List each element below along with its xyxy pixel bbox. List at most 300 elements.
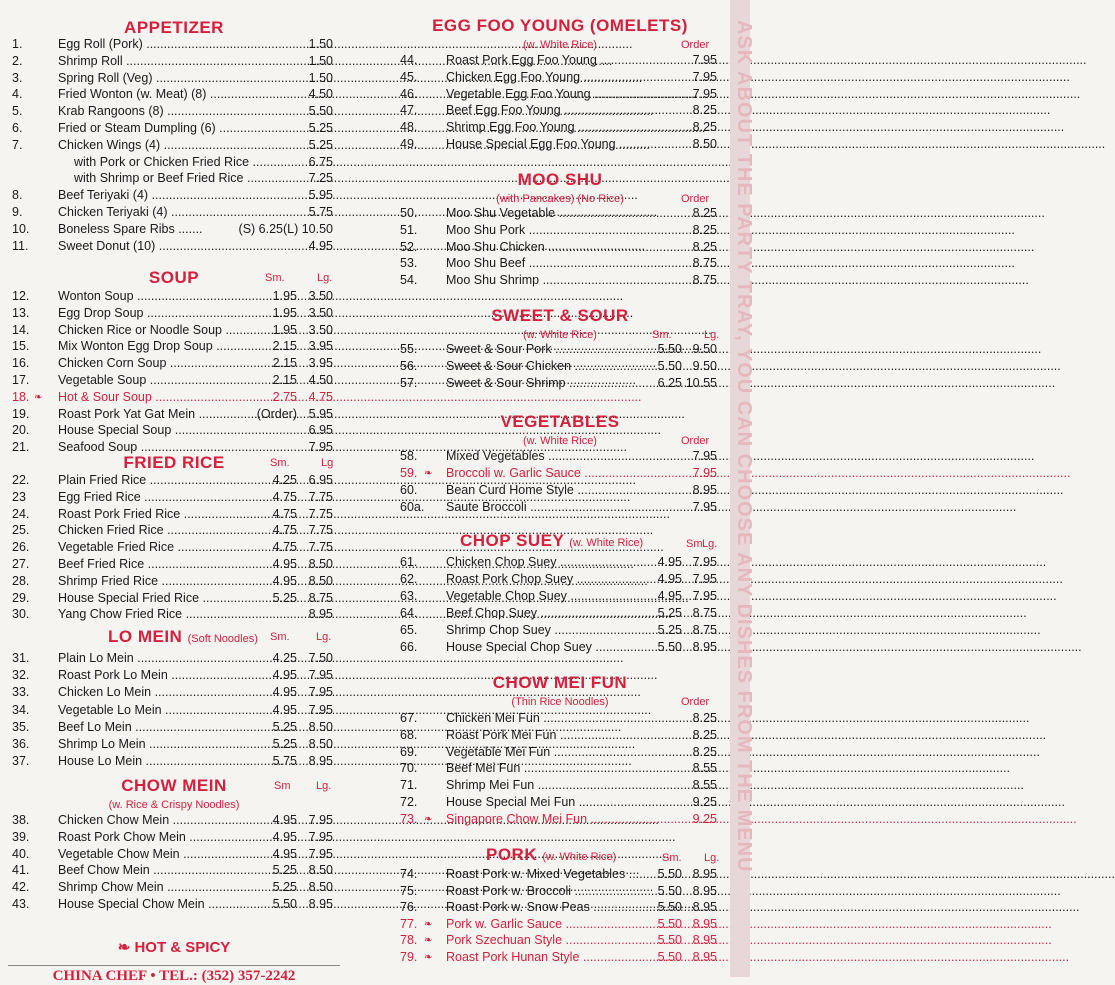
pepper-icon: ❧ xyxy=(424,468,433,479)
section-title-text: APPETIZER xyxy=(124,18,224,37)
price-small: 5.50 xyxy=(657,359,682,374)
menu-item xyxy=(396,727,724,744)
item-name: Broccoli w. Garlic Sauce ..... xyxy=(446,465,684,482)
item-name: Chicken Chow Mein ..... xyxy=(58,812,263,829)
price-small: 5.25 xyxy=(657,623,682,637)
item-name: Mix Wonton Egg Drop Soup ..... xyxy=(58,338,263,355)
menu-item xyxy=(8,736,340,753)
item-name: Moo Shu Chicken ..... xyxy=(446,239,684,256)
menu-item xyxy=(396,588,724,605)
menu-item xyxy=(396,883,724,900)
item-name: Chicken Chop Suey ..... xyxy=(446,554,658,571)
menu-item xyxy=(396,811,724,828)
menu-item xyxy=(8,489,340,506)
item-number: 77. xyxy=(400,916,418,931)
menu-item xyxy=(396,622,724,639)
price-small: 1.95 xyxy=(272,305,297,320)
item-name: Yang Chow Fried Rice ..... xyxy=(58,606,300,623)
price-column-header: Sm. xyxy=(270,631,290,643)
price-large: 5.95 xyxy=(308,188,333,203)
item-name: Moo Shu Beef ..... xyxy=(446,255,684,272)
menu-item xyxy=(8,187,340,204)
item-number: 38. xyxy=(12,813,30,827)
price-large: 5.50 xyxy=(308,104,333,119)
item-name: House Special Soup ..... xyxy=(58,422,300,439)
item-name: Roast Pork Fried Rice ..... xyxy=(58,506,263,523)
item-number: 19. xyxy=(12,406,30,421)
menu-item xyxy=(8,573,340,590)
item-name: Beef Mei Fun ..... xyxy=(446,760,684,777)
section-subtitle: (w. White Rice) xyxy=(523,39,597,51)
price-column-header: Lg. xyxy=(704,329,720,341)
item-number: 9. xyxy=(12,205,23,219)
price-large: 8.25 xyxy=(692,222,717,237)
price-large: 3.50 xyxy=(308,305,333,320)
price-column-header: Lg. xyxy=(316,631,332,643)
menu-item xyxy=(8,896,340,913)
item-number: 58. xyxy=(400,449,418,463)
item-name: Beef Chow Mein ..... xyxy=(58,862,263,879)
price-large: 8.75 xyxy=(308,590,333,605)
price-column-header: Sm. xyxy=(686,538,706,550)
price-large: 7.95 xyxy=(308,685,333,700)
price-small: 5.75 xyxy=(272,754,297,769)
price-column-header: Sm. xyxy=(652,329,672,341)
item-name: Vegetable Egg Foo Young ..... xyxy=(446,86,684,103)
price-large: 7.95 xyxy=(692,572,717,586)
item-number: 51. xyxy=(400,222,418,237)
menu-item xyxy=(396,272,724,289)
price-large: 8.25 xyxy=(692,206,717,220)
menu-item xyxy=(396,239,724,256)
item-name: Pork Szechuan Style ..... xyxy=(446,932,658,949)
item-number: 41. xyxy=(12,863,30,878)
section-subtitle: (w. Rice & Crispy Noodles) xyxy=(108,799,240,811)
item-name: Moo Shu Vegetable ..... xyxy=(446,205,684,222)
price-large: 8.95 xyxy=(692,950,717,964)
item-number: 50. xyxy=(400,206,418,220)
item-name: Chicken Mei Fun ..... xyxy=(446,710,684,727)
item-name: House Special Mei Fun ..... xyxy=(446,794,684,811)
item-name: Fried Wonton (w. Meat) (8) ..... xyxy=(58,86,300,103)
price-large: 7.95 xyxy=(692,589,717,603)
menu-item xyxy=(8,103,340,120)
price-large: 9.50 xyxy=(692,359,717,374)
side-banner-text: ASK ABOUT THE PARTY TRAY, YOU CAN CHOOSE ANY DISHES FROM THE MENU xyxy=(733,20,755,873)
hot-spicy-label: HOT & SPICY xyxy=(134,939,231,956)
menu-item xyxy=(8,137,340,154)
price-large: 7.95 xyxy=(308,702,333,717)
item-name: House Special Egg Foo Young ..... xyxy=(446,136,684,153)
item-number: 47. xyxy=(400,103,418,118)
item-name: Shrimp Mei Fun ..... xyxy=(446,777,684,794)
item-name: Roast Pork Egg Foo Young ..... xyxy=(446,52,684,69)
price-large: 9.25 xyxy=(692,811,717,826)
price-large: 7.95 xyxy=(692,466,717,480)
item-name: Roast Pork Lo Mein ..... xyxy=(58,667,263,684)
menu-item xyxy=(8,506,340,523)
price-large: 4.50 xyxy=(308,373,333,387)
price-large: 8.95 xyxy=(692,900,717,915)
menu-item xyxy=(396,760,724,777)
price-small: 4.75 xyxy=(272,489,297,504)
menu-item xyxy=(396,866,724,883)
price-large: 8.50 xyxy=(308,863,333,878)
item-number: 75. xyxy=(400,883,418,898)
price-large: 7.25 xyxy=(308,171,333,186)
item-name: Roast Pork w. Snow Peas ..... xyxy=(446,899,658,916)
pepper-icon: ❧ xyxy=(34,391,43,403)
item-number: 35. xyxy=(12,719,30,734)
menu-item xyxy=(8,305,340,322)
item-number: 71. xyxy=(400,778,418,793)
menu-item xyxy=(8,120,340,137)
item-name: Plain Fried Rice ..... xyxy=(58,472,263,489)
item-name: Shrimp Chow Mein ..... xyxy=(58,879,263,896)
menu-item xyxy=(396,86,724,103)
item-name: Roast Pork Hunan Style ..... xyxy=(446,949,658,966)
item-number: 13. xyxy=(12,305,30,320)
price-large: 4.75 xyxy=(308,389,333,404)
menu-item xyxy=(8,522,340,539)
item-name: Spring Roll (Veg) ..... xyxy=(58,70,300,87)
menu-item xyxy=(8,472,340,489)
menu-item xyxy=(8,36,340,53)
price-small: 4.95 xyxy=(272,668,297,683)
price-column-header: Order xyxy=(681,435,710,447)
section-title-fried-rice xyxy=(8,453,340,473)
price-small: 4.95 xyxy=(657,555,682,569)
item-number: 10. xyxy=(12,221,30,236)
item-number: 37. xyxy=(12,754,30,769)
item-name: Singapore Chow Mei Fun ..... xyxy=(446,811,684,828)
price-large: 7.95 xyxy=(692,555,717,569)
price-small: 5.50 xyxy=(657,916,682,931)
price-large: 7.50 xyxy=(308,651,333,665)
item-name: House Special Chow Mein ..... xyxy=(58,896,263,913)
price-large: 4.95 xyxy=(308,238,333,253)
menu-item xyxy=(396,358,724,375)
section-subtitle: (Soft Noodles) xyxy=(187,633,258,645)
item-number: 55. xyxy=(400,342,418,356)
menu-item xyxy=(396,899,724,916)
section-title-egg-foo-young-omelets xyxy=(396,16,724,36)
item-number: 64. xyxy=(400,606,418,620)
hot-spicy-legend xyxy=(8,938,340,956)
price-large: 10.55 xyxy=(685,376,717,391)
item-name: Egg Roll (Pork) ..... xyxy=(58,36,300,53)
menu-item xyxy=(8,355,340,372)
item-number: 24. xyxy=(12,506,30,521)
item-name: Roast Pork Chow Mein ..... xyxy=(58,829,263,846)
price-large: 5.25 xyxy=(308,121,333,135)
price-small: 5.50 xyxy=(657,900,682,915)
price-large: 7.95 xyxy=(308,440,333,455)
price-small: 5.25 xyxy=(272,737,297,751)
price-large: 8.50 xyxy=(308,573,333,588)
price-large: 7.75 xyxy=(308,506,333,521)
price-large: (L) 10.50 xyxy=(282,221,333,236)
price-column-header: Order xyxy=(681,193,710,205)
menu-item xyxy=(396,341,724,358)
price-small: 2.15 xyxy=(272,356,297,371)
item-number: 4. xyxy=(12,87,23,102)
item-name: Mixed Vegetables ..... xyxy=(446,448,684,465)
price-small: 4.95 xyxy=(272,685,297,700)
item-number: 28. xyxy=(12,573,30,588)
price-large: 5.75 xyxy=(308,205,333,219)
price-large: 8.50 xyxy=(308,719,333,734)
section-title-text: SWEET & SOUR xyxy=(491,306,629,325)
menu-item xyxy=(396,794,724,811)
item-number: 62. xyxy=(400,572,418,586)
section-title-appetizer xyxy=(8,18,340,38)
item-name: Chicken Wings (4) ..... xyxy=(58,137,300,154)
price-large: 3.95 xyxy=(308,356,333,371)
price-small: 4.95 xyxy=(272,813,297,827)
price-small: 4.95 xyxy=(272,829,297,844)
price-small: 5.50 xyxy=(657,342,682,356)
price-large: 8.50 xyxy=(308,557,333,571)
section-title-text: SOUP xyxy=(148,268,200,287)
section-title-moo-shu xyxy=(396,170,724,190)
menu-item xyxy=(396,375,724,392)
price-large: 4.50 xyxy=(308,87,333,102)
item-name: Krab Rangoons (8) ..... xyxy=(58,103,300,120)
menu-item xyxy=(396,710,724,727)
item-number: 53. xyxy=(400,256,418,271)
price-large: 8.55 xyxy=(692,778,717,793)
price-large: 9.50 xyxy=(692,342,717,356)
item-name: Hot & Sour Soup ..... xyxy=(58,389,263,406)
item-name: Moo Shu Shrimp ..... xyxy=(446,272,684,289)
price-large: 1.50 xyxy=(308,53,333,68)
item-number: 44. xyxy=(400,53,418,67)
section-subtitle: (w. White Rice) xyxy=(569,537,644,549)
item-name: Roast Pork Mei Fun ..... xyxy=(446,727,684,744)
price-small: 2.15 xyxy=(272,373,297,387)
price-small: 4.95 xyxy=(272,846,297,861)
item-name: Vegetable Chop Suey ..... xyxy=(446,588,658,605)
item-name: Moo Shu Pork ..... xyxy=(446,222,684,239)
item-number: 40. xyxy=(12,846,30,861)
menu-item xyxy=(396,136,724,153)
menu-item xyxy=(8,322,340,339)
price-column-header: Sm. xyxy=(265,272,285,284)
item-name: Boneless Spare Ribs ..... xyxy=(58,221,208,238)
item-number: 17. xyxy=(12,373,30,387)
price-large: 8.75 xyxy=(692,273,717,288)
item-number: 74. xyxy=(400,867,418,881)
menu-item xyxy=(8,204,340,221)
price-large: 8.25 xyxy=(692,744,717,759)
menu-item xyxy=(8,288,340,305)
menu-item xyxy=(8,422,340,439)
price-small: 5.25 xyxy=(272,880,297,895)
footer-divider xyxy=(8,965,340,966)
item-name: Shrimp Fried Rice ..... xyxy=(58,573,263,590)
menu-item xyxy=(8,812,340,829)
price-large: 7.75 xyxy=(308,523,333,538)
menu-item xyxy=(8,221,340,238)
item-number: 52. xyxy=(400,239,418,254)
section-title-text: LO MEIN xyxy=(108,627,183,646)
section-title-text: CHOW MEIN xyxy=(121,776,227,795)
price-small: 5.25 xyxy=(272,719,297,734)
price-large: 6.95 xyxy=(308,473,333,487)
item-name: Wonton Soup ..... xyxy=(58,288,263,305)
section-title-text: CHOP SUEY xyxy=(460,531,565,550)
price-column-header: Lg. xyxy=(702,538,718,550)
item-name: Roast Pork w. Broccoli ..... xyxy=(446,883,658,900)
item-number: 67. xyxy=(400,711,418,725)
item-number: 16. xyxy=(12,356,30,371)
restaurant-contact: CHINA CHEF • TEL.: (352) 357-2242 xyxy=(52,968,296,984)
price-small: 1.95 xyxy=(272,289,297,303)
price-column-header: Sm. xyxy=(270,457,290,469)
menu-item xyxy=(396,639,724,656)
menu-item xyxy=(8,702,340,719)
item-name: Roast Pork Yat Gat Mein ..... xyxy=(58,406,263,423)
menu-item xyxy=(8,154,340,171)
menu-item xyxy=(8,606,340,623)
menu-item xyxy=(8,539,340,556)
item-name: Shrimp Egg Foo Young ..... xyxy=(446,119,684,136)
item-number: 32. xyxy=(12,668,30,683)
price-small: 1.95 xyxy=(272,322,297,337)
item-name: Egg Drop Soup ..... xyxy=(58,305,263,322)
price-large: 3.50 xyxy=(308,289,333,303)
section-subtitle: (w. White Rice) xyxy=(523,329,597,341)
price-column-header: Order xyxy=(681,696,710,708)
menu-item xyxy=(396,52,724,69)
item-number: 54. xyxy=(400,273,418,288)
item-name: House Lo Mein ..... xyxy=(58,753,263,770)
price-large: 8.95 xyxy=(692,867,717,881)
section-subtitle: (with Pancakes) (No Rice) xyxy=(496,193,624,205)
price-large: 3.95 xyxy=(308,339,333,354)
menu-item xyxy=(396,744,724,761)
side-banner xyxy=(730,0,755,977)
price-large: 8.50 xyxy=(308,737,333,751)
menu-item xyxy=(8,829,340,846)
price-column-header: Lg xyxy=(321,457,334,469)
pepper-icon: ❧ xyxy=(424,918,433,930)
pepper-icon: ❧ xyxy=(424,935,433,947)
pepper-icon: ❧ xyxy=(117,939,131,956)
menu-item xyxy=(396,916,724,933)
item-name: Beef Lo Mein ..... xyxy=(58,719,263,736)
item-name: Egg Fried Rice ..... xyxy=(58,489,263,506)
menu-item xyxy=(396,102,724,119)
price-large: 7.95 xyxy=(692,69,717,84)
price-small: 5.25 xyxy=(272,863,297,878)
menu-item xyxy=(396,119,724,136)
price-small: 4.75 xyxy=(272,523,297,538)
item-number: 33. xyxy=(12,685,30,700)
item-number: 63. xyxy=(400,589,418,603)
menu-item xyxy=(8,53,340,70)
item-number: 42. xyxy=(12,880,30,895)
price-large: 3.50 xyxy=(308,322,333,337)
item-number: 45. xyxy=(400,69,418,84)
item-name: Beef Chop Suey ..... xyxy=(446,605,658,622)
section-title-soup xyxy=(8,268,340,288)
section-title-text: MOO SHU xyxy=(517,170,603,189)
menu-item xyxy=(8,556,340,573)
price-large: 7.75 xyxy=(308,540,333,555)
item-name: Fried or Steam Dumpling (6) ..... xyxy=(58,120,300,137)
item-number: 65. xyxy=(400,623,418,637)
item-number: 79. xyxy=(400,950,418,964)
price-large: 7.95 xyxy=(692,86,717,101)
menu-item xyxy=(8,86,340,103)
price-column-header: Sm xyxy=(274,780,291,792)
item-name: House Special Fried Rice ..... xyxy=(58,590,263,607)
item-number: 46. xyxy=(400,86,418,101)
price-column-header: Lg. xyxy=(316,780,332,792)
price-small: 4.95 xyxy=(272,702,297,717)
price-large: 6.95 xyxy=(308,423,333,438)
restaurant-phone: TEL.: (352) 357-2242 xyxy=(159,968,296,984)
menu-item xyxy=(8,238,340,255)
item-number: 21. xyxy=(12,440,30,455)
item-number: 27. xyxy=(12,557,30,571)
section-title-chow-mei-fun xyxy=(396,673,724,693)
price-large: 8.95 xyxy=(308,754,333,769)
item-name: Roast Pork w. Mixed Vegetables ..... xyxy=(446,866,658,883)
item-number: 30. xyxy=(12,607,30,622)
item-number: 48. xyxy=(400,120,418,135)
price-large: 6.75 xyxy=(308,154,333,169)
price-large: 8.75 xyxy=(692,256,717,271)
menu-item xyxy=(8,590,340,607)
item-number: 6. xyxy=(12,121,23,135)
price-large: 8.75 xyxy=(692,606,717,620)
item-number: 8. xyxy=(12,188,23,203)
item-number: 18. xyxy=(12,389,30,404)
section-title-text: PORK xyxy=(486,845,538,864)
item-number: 60a. xyxy=(400,500,425,514)
price-large: 5.95 xyxy=(308,406,333,421)
price-large: 9.25 xyxy=(692,795,717,809)
price-large: 8.95 xyxy=(692,483,717,497)
menu-item xyxy=(396,932,724,949)
section-subtitle: (w. White Rice) xyxy=(523,435,597,447)
price-small: 4.95 xyxy=(272,557,297,571)
item-number: 15. xyxy=(12,339,30,354)
menu-item xyxy=(8,667,340,684)
item-number: 70. xyxy=(400,761,418,776)
menu-item xyxy=(396,69,724,86)
section-title-text: EGG FOO YOUNG (OMELETS) xyxy=(432,16,688,35)
item-number: 68. xyxy=(400,727,418,742)
item-number: 22. xyxy=(12,473,30,487)
price-small: 2.15 xyxy=(272,339,297,354)
price-small: 4.25 xyxy=(272,651,297,665)
price-small: (Order) xyxy=(256,406,297,421)
section-title-text: FRIED RICE xyxy=(123,453,225,472)
price-large: 8.95 xyxy=(692,883,717,898)
item-name: House Special Chop Suey ..... xyxy=(446,639,658,656)
section-title-pork xyxy=(486,845,814,867)
menu-item xyxy=(396,499,724,516)
item-number: 11. xyxy=(12,238,29,253)
price-large: 8.95 xyxy=(308,897,333,911)
menu-item xyxy=(8,753,340,770)
item-name: Vegetable Fried Rice ..... xyxy=(58,539,263,556)
menu-item xyxy=(8,406,340,423)
